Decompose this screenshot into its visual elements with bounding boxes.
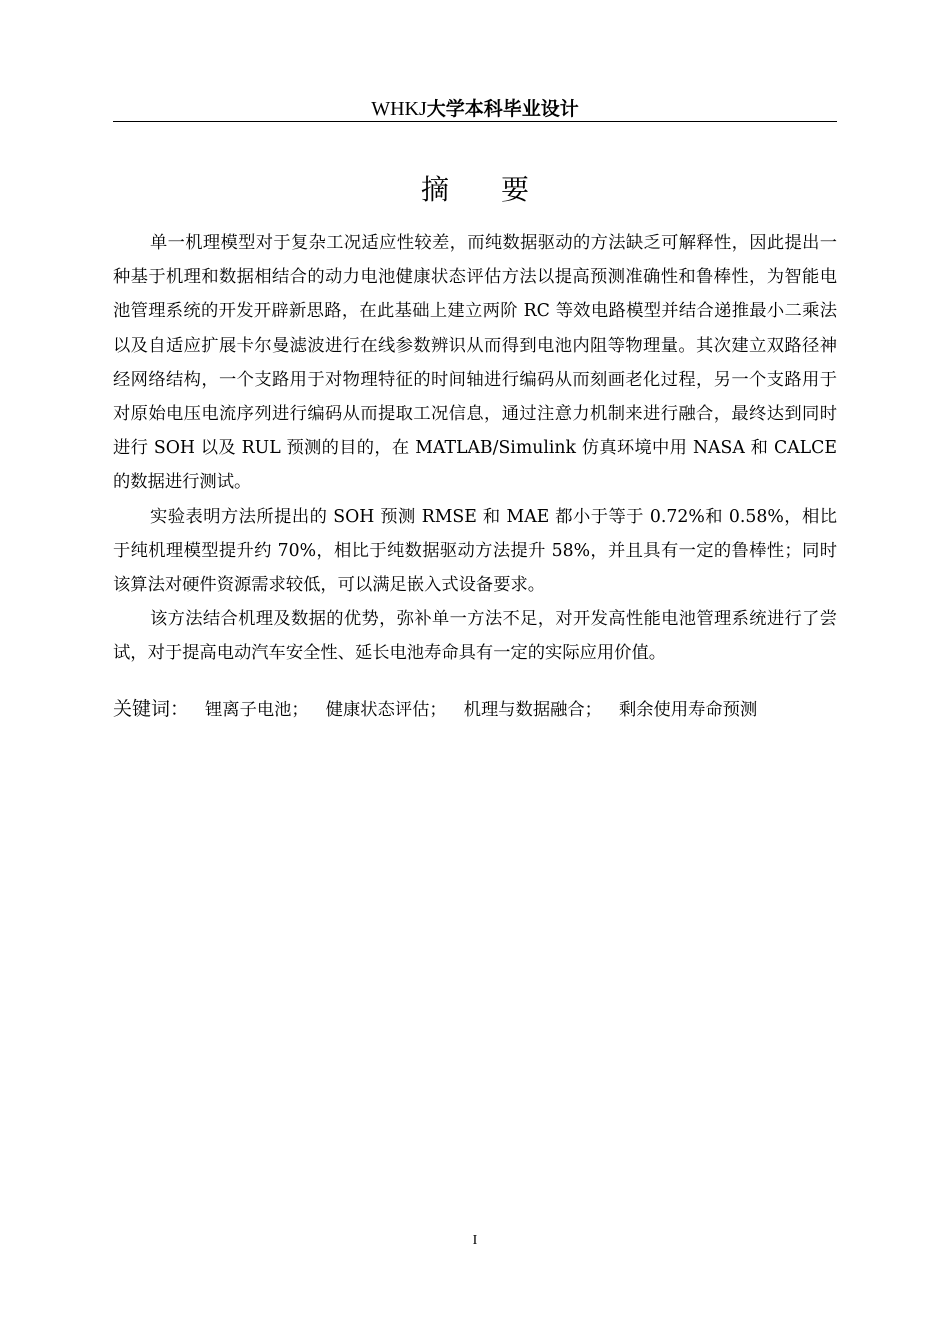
abstract-title: 摘要 <box>420 173 581 206</box>
page-number: I <box>472 1233 478 1248</box>
keywords-line <box>113 694 837 725</box>
running-header <box>113 94 837 122</box>
keyword-item: 机理与数据融合； <box>463 700 602 720</box>
abstract-paragraph: 实验表明方法所提出的 SOH 预测 RMSE 和 MAE 都小于等于 0.72%和 0.58%，相比于纯机理模型提升约 70%，相比于纯数据驱动方法提升 58%，并且具有一定的鲁棒性；同时该算法对硬件资源需求较低，可以满足嵌入式设备要求。 <box>113 506 837 596</box>
keyword-item: 锂离子电池； <box>205 700 309 720</box>
abstract-paragraph: 该方法结合机理及数据的优势，弥补单一方法不足，对开发高性能电池管理系统进行了尝试，对于提高电动汽车安全性、延长电池寿命具有一定的实际应用价值。 <box>113 609 837 664</box>
abstract-body <box>113 226 837 671</box>
header-title-suffix: 大学本科毕业设计 <box>426 98 579 120</box>
abstract-paragraph: 单一机理模型对于复杂工况适应性较差，而纯数据驱动的方法缺乏可解释性，因此提出一种基于机理和数据相结合的动力电池健康状态评估方法以提高预测准确性和鲁棒性，为智能电池管理系统的开发开辟新思路，在此基础上建立两阶 RC 等效电路模型并结合递推最小二乘法以及自适应扩展卡尔曼滤波进行在线参数辨识从而得到电池内阻等物理量。其次建立双路径神经网络结构，一个支路用于对物理特征的时间轴进行编码从而刻画老化过程，另一个支路用于对原始电压电流序列进行编码从而提取工况信息，通过注意力机制来进行融合，最终达到同时进行 SOH 以及 RUL 预测的目的，在 MATLAB/Simulink 仿真环境中用 NASA 和 CALCE 的数据进行测试。 <box>113 233 837 493</box>
keyword-item: 剩余使用寿命预测 <box>618 700 758 720</box>
keywords-label: 关键词： <box>113 698 190 720</box>
header-rule <box>113 121 837 122</box>
header-school-code: WHKJ <box>371 98 427 120</box>
keyword-item: 健康状态评估； <box>325 700 447 720</box>
